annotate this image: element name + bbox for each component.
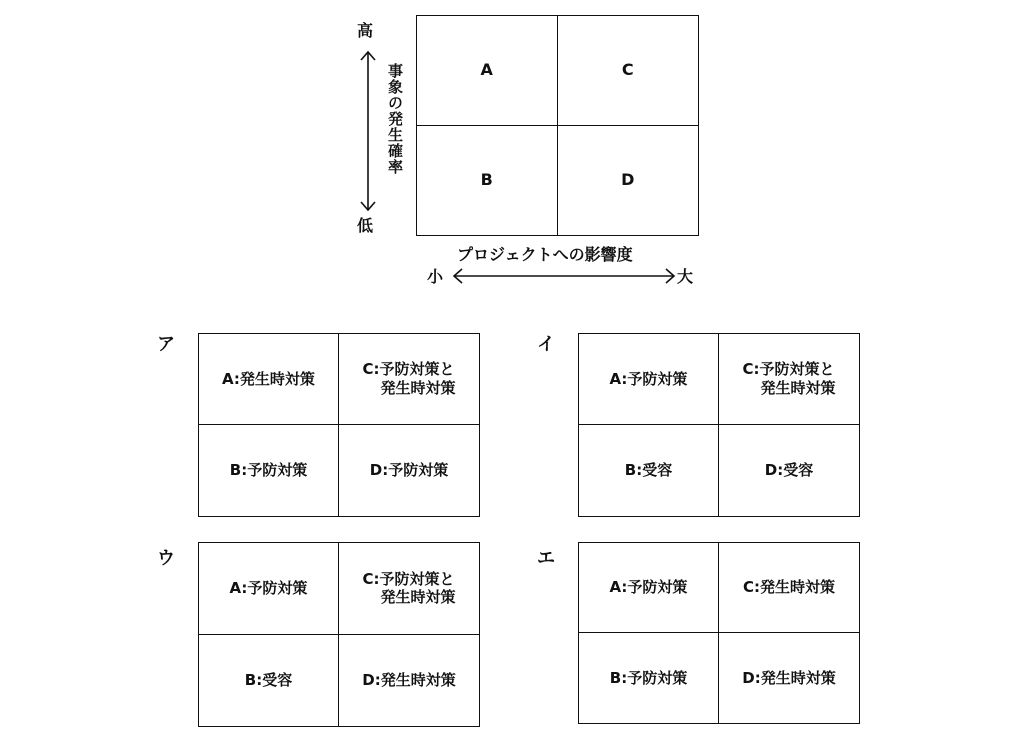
option-a-quadrant-b: B:予防対策 xyxy=(199,425,339,516)
option-i-quadrant-d: D:受容 xyxy=(764,461,814,480)
option-i-quadrant-b: B:受容 xyxy=(579,425,719,516)
option-i-label: イ xyxy=(537,334,555,355)
y-axis-low-label: 低 xyxy=(357,216,374,235)
y-axis-label: 事象の発生確率 xyxy=(386,63,404,175)
option-u-quadrant-d: D:発生時対策 xyxy=(362,670,456,689)
option-e-quadrant-b: B:予防対策 xyxy=(579,633,719,723)
option-e-quadrant-a: A:予防対策 xyxy=(579,543,719,633)
quadrant-a: A xyxy=(417,16,558,126)
option-a-quadrant-d: D:予防対策 xyxy=(369,461,449,480)
x-axis-double-arrow xyxy=(452,267,676,285)
quadrant-d: D xyxy=(621,170,635,190)
option-i-matrix xyxy=(578,333,860,517)
option-a-quadrant-a: A:発生時対策 xyxy=(199,334,339,425)
option-u-matrix xyxy=(198,542,480,727)
option-u-quadrant-c: C:予防対策と 発生時対策 xyxy=(339,543,479,635)
probability-impact-matrix xyxy=(416,15,699,236)
quadrant-b: B xyxy=(417,126,558,236)
option-i-quadrant-a: A:予防対策 xyxy=(579,334,719,425)
option-e-quadrant-d: D:発生時対策 xyxy=(742,668,836,687)
quadrant-c: C xyxy=(558,16,699,126)
option-e-label: エ xyxy=(537,548,555,569)
option-a-quadrant-c: C:予防対策と 発生時対策 xyxy=(339,334,479,425)
option-u-label: ウ xyxy=(157,548,175,569)
y-axis-double-arrow xyxy=(358,50,378,212)
option-i-quadrant-c: C:予防対策と 発生時対策 xyxy=(719,334,859,425)
x-axis-small-label: 小 xyxy=(427,267,444,286)
option-a-matrix xyxy=(198,333,480,517)
x-axis-large-label: 大 xyxy=(677,267,694,286)
x-axis-label: プロジェクトへの影響度 xyxy=(457,245,633,264)
option-e-quadrant-c: C:発生時対策 xyxy=(719,543,859,633)
option-u-quadrant-a: A:予防対策 xyxy=(199,543,339,635)
option-a-label: ア xyxy=(157,334,175,355)
y-axis-high-label: 高 xyxy=(357,21,374,40)
option-e-matrix xyxy=(578,542,860,724)
option-u-quadrant-b: B:受容 xyxy=(199,635,339,727)
